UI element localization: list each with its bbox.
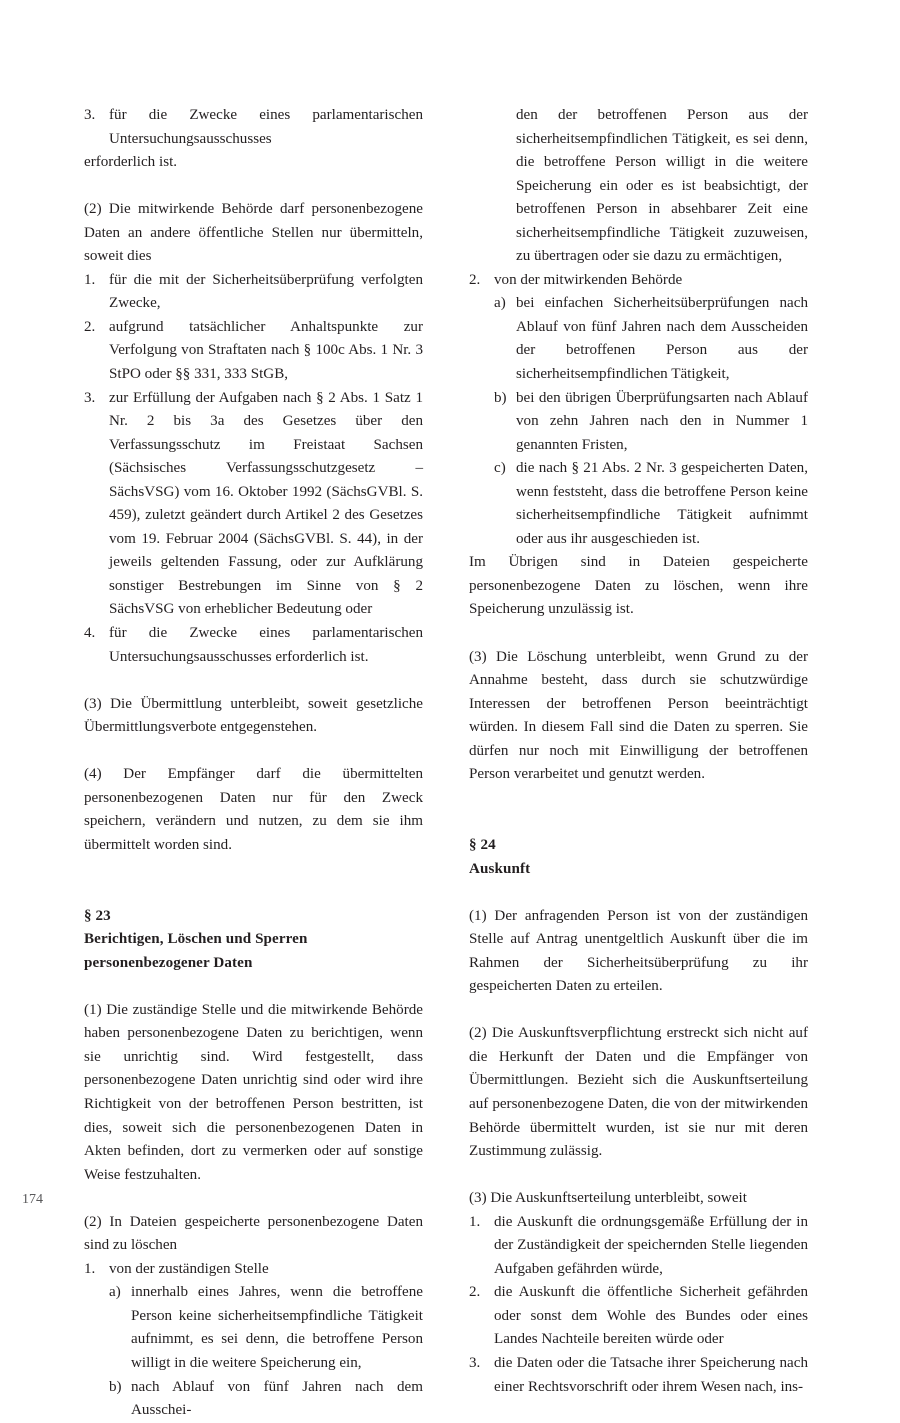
section-23-paragraph-3: (3) Die Löschung unterbleibt, wenn Grund zu der Annahme besteht, dass durch sie schutzwürdige Interessen der betroffenen Person beeinträchtigt würden. In diesem Fall sind die Daten zu sperren. Sie dürfen nur noch mit Einwilligung der betroffenen Person verarbeitet und genutzt werden. (469, 648, 808, 783)
page-number: 174 (22, 1192, 43, 1207)
block-spacer (84, 175, 423, 199)
list-item (84, 316, 423, 387)
list-item (84, 269, 423, 316)
list-item-text: für die mit der Sicherheitsüberprüfung verfolgten Zwecke, (109, 271, 423, 312)
list-item (84, 1258, 423, 1282)
section-number: § 24 (469, 836, 496, 853)
two-column-body (84, 104, 808, 1419)
paragraph-3: (3) Die Übermittlung unterbleibt, soweit gesetzliche Übermittlungsverbote entgegenstehen. (84, 695, 423, 736)
section-24-paragraph-3-intro: (3) Die Auskunftserteilung unterbleibt, soweit (469, 1190, 747, 1207)
block-spacer (469, 881, 808, 905)
list-marker: 1. (84, 1260, 96, 1277)
sub-list-marker: a) (494, 295, 506, 312)
block-spacer (84, 1187, 423, 1211)
section-23-paragraph-2-intro: (2) In Dateien gespeicherte personenbezogene Daten sind zu löschen (84, 1213, 423, 1254)
section-title: Berichtigen, Löschen und Sperren personenbezogener Daten (84, 931, 308, 971)
list-marker: 2. (469, 1284, 481, 1301)
list-marker: 4. (84, 625, 96, 642)
paragraph-im-uebrigen: Im Übrigen sind in Dateien gespeicherte personenbezogene Daten zu löschen, wenn ihre Speicherung unzulässig ist. (469, 554, 808, 618)
paragraph-4: (4) Der Empfänger darf die übermittelten personenbezogenen Daten nur für den Zweck speichern, verändern und nutzen, zu dem sie ihm übermittelt worden sind. (84, 766, 423, 853)
sub-list-marker: b) (109, 1378, 122, 1395)
list-item (469, 1281, 808, 1352)
sub-list-marker: a) (109, 1284, 121, 1301)
paragraph-2-intro: (2) Die mitwirkende Behörde darf personenbezogene Daten an andere öffentliche Stellen nur übermitteln, soweit dies (84, 201, 423, 265)
list-item-text: die Auskunft die öffentliche Sicherheit gefährden oder sonst dem Wohle des Bundes oder eines Landes Nachteile bereiten würde oder (494, 1284, 808, 1348)
section-24-paragraph-1: (1) Der anfragenden Person ist von der zuständigen Stelle auf Antrag unentgeltlich Auskunft über die im Rahmen der Sicherheitsüberprüfung zu ihr gespeicherten Daten zu erteilen. (469, 907, 808, 995)
section-23-paragraph-1: (1) Die zuständige Stelle und die mitwirkende Behörde haben personenbezogene Daten zu berichtigen, wenn sie unrichtig sind. Wird festgestellt, dass personenbezogene Daten unrichtig sind oder wird ihre Richtigkeit von der betroffenen Person bestritten, ist dies, soweit sich die personenbezogenen Daten in Akten befinden, dort zu vermerken oder auf sonstige Weise festzuhalten. (84, 1001, 423, 1183)
sub-list-item-text: die nach § 21 Abs. 2 Nr. 3 gespeicherten Daten, wenn feststeht, dass die betroffene Person keine sicherheitsempfindliche Tätigkeit aufnimmt oder aus ihr ausgeschieden ist. (516, 460, 808, 547)
section-number: § 23 (84, 907, 111, 924)
list-item-text: die Auskunft die ordnungsgemäße Erfüllung der in der Zuständigkeit der speichernden Stelle liegenden Aufgaben gefährden würde, (494, 1213, 808, 1277)
list-item (84, 622, 423, 669)
sub-list-item-text: bei den übrigen Überprüfungsarten nach Ablauf von zehn Jahren nach den in Nummer 1 genannten Fristen, (516, 389, 808, 453)
right-column (469, 104, 808, 1395)
section-heading-23 (84, 905, 423, 976)
paragraph-erforderlich: erforderlich ist. (84, 154, 178, 171)
list-item (84, 387, 423, 622)
block-spacer (84, 975, 423, 999)
list-item (469, 1211, 808, 1282)
list-item-text: für die Zwecke eines parlamentarischen Untersuchungsausschusses (109, 107, 423, 147)
sub-list-item (494, 292, 808, 386)
list-item (469, 1352, 808, 1399)
list-marker: 3. (84, 107, 96, 123)
block-spacer (469, 810, 808, 834)
sub-list-marker: c) (494, 460, 506, 477)
sub-list-item (109, 1376, 423, 1423)
list-marker: 1. (469, 1213, 481, 1230)
block-spacer (469, 1164, 808, 1188)
list-marker: 1. (84, 271, 96, 288)
list-item (469, 269, 808, 293)
list-item-text: von der mitwirkenden Behörde (494, 271, 683, 288)
sub-list-item-text: innerhalb eines Jahres, wenn die betroffene Person keine sicherheitsempfindliche Tätigkeit aufnimmt, es sei denn, die betroffene Person willigt in die weitere Speicherung ein, (131, 1284, 423, 1371)
sub-list-item (109, 1281, 423, 1375)
block-spacer (469, 999, 808, 1023)
continuation-of-sub-item-b: den der betroffenen Person aus der sicherheitsempfindlichen Tätigkeit, es sei denn, die betroffene Person willigt in die weitere Speicherung ein oder es ist beabsichtigt, der betroffenen Person in absehbarer Zeit eine sicherheitsempfindliche Tätigkeit zuzuweisen, zu übertragen oder sie dazu zu ermächtigen, (516, 107, 808, 265)
list-item-text: für die Zwecke eines parlamentarischen Untersuchungsausschusses erforderlich ist. (109, 625, 423, 665)
list-item-text: aufgrund tatsächlicher Anhaltspunkte zur Verfolgung von Straftaten nach § 100c Abs. 1 Nr. 3 StPO oder §§ 331, 333 StGB, (109, 318, 423, 383)
list-marker: 3. (84, 389, 96, 406)
sub-list-item-text: nach Ablauf von fünf Jahren nach dem Ausschei- (131, 1378, 423, 1419)
block-spacer (469, 787, 808, 811)
list-marker: 3. (469, 1354, 481, 1371)
block-spacer (84, 881, 423, 905)
section-title: Auskunft (469, 860, 531, 877)
block-spacer (469, 622, 808, 646)
list-item (84, 104, 423, 151)
section-24-paragraph-2: (2) Die Auskunftsverpflichtung erstreckt sich nicht auf die Herkunft der Daten und die Empfänger von Übermittlungen. Bezieht sich die Auskunftserteilung auf personenbezogene Daten, die von der mitwirkenden Behörde übermittelt wurden, ist sie nur mit deren Zustimmung zulässig. (469, 1025, 808, 1160)
sub-list-item (494, 387, 808, 458)
list-item-text: von der zuständigen Stelle (109, 1260, 269, 1277)
section-heading-24 (469, 834, 808, 881)
sub-list-item-text: bei einfachen Sicherheitsüberprüfungen nach Ablauf von fünf Jahren nach dem Ausscheiden der betroffenen Person aus der sicherheitsempfindlichen Tätigkeit, (516, 295, 808, 383)
left-column (84, 104, 423, 1419)
list-item-text: die Daten oder die Tatsache ihrer Speicherung nach einer Rechtsvorschrift oder ihrem Wesen nach, ins- (494, 1354, 808, 1395)
list-marker: 2. (84, 318, 96, 335)
block-spacer (84, 740, 423, 764)
sub-list-marker: b) (494, 389, 507, 406)
block-spacer (84, 858, 423, 882)
block-spacer (84, 669, 423, 693)
sub-list-item (494, 457, 808, 551)
list-marker: 2. (469, 271, 481, 288)
list-item-text: zur Erfüllung der Aufgaben nach § 2 Abs. 1 Satz 1 Nr. 2 bis 3a des Gesetzes über den Verfassungsschutz im Freistaat Sachsen (Sächsisches Verfassungsschutzgesetz – SächsVSG) vom 16. Oktober 1992 (SächsGVBl. S. 459), zuletzt geändert durch Artikel 2 des Gesetzes vom 19. Februar 2004 (SächsGVBl. S. 44), in der jeweils geltenden Fassung, oder zur Aufklärung sonstiger Bestrebungen im Sinne von § 2 SächsVSG von erheblicher Bedeutung oder (109, 389, 423, 618)
